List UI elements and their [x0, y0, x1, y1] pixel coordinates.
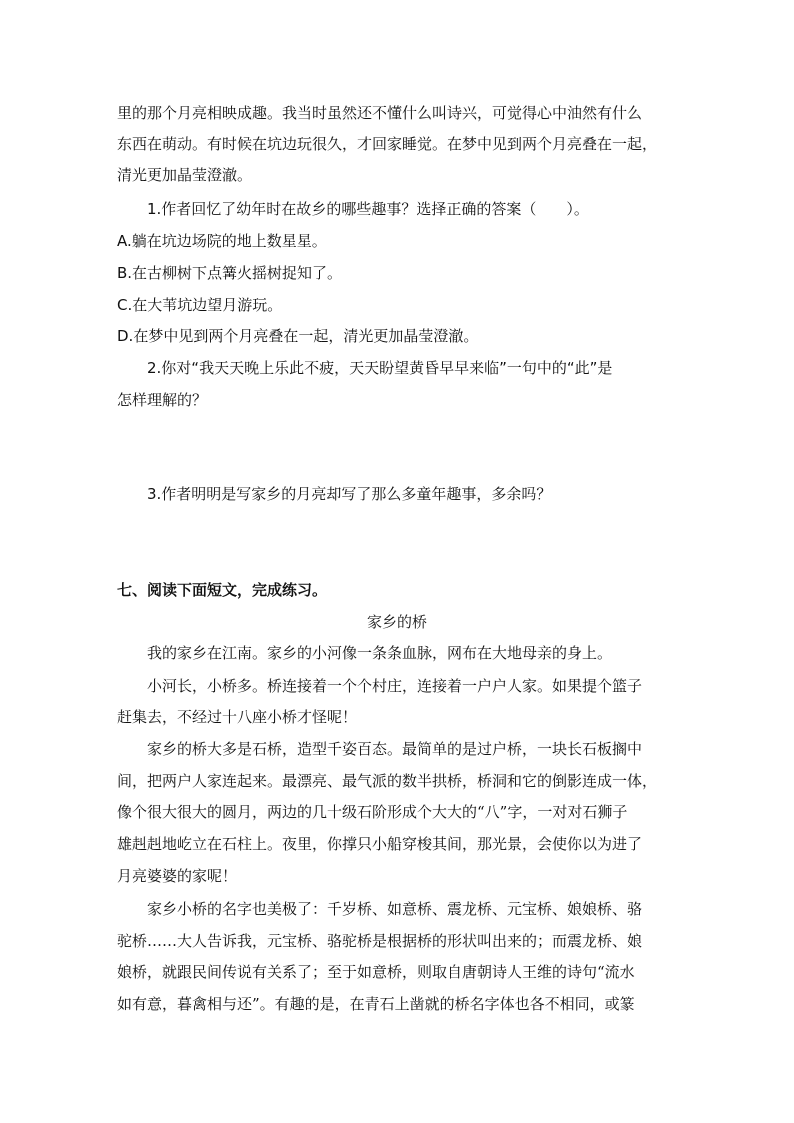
question-1-option-b: B.在古柳树下点篝火摇树捉知了。 [117, 264, 343, 282]
question-1-option-a: A.躺在坑边场院的地上数星星。 [117, 232, 327, 250]
section-7-heading: 七、阅读下面短文，完成练习。 [117, 581, 328, 599]
question-1-stem: 1.作者回忆了幼年时在故乡的哪些趣事？选择正确的答案（ ）。 [147, 200, 589, 218]
passage-line: 里的那个月亮相映成趣。我当时虽然还不懂什么叫诗兴，可觉得心中油然有什么 [117, 104, 643, 122]
paragraph-line: 家乡的桥大多是石桥，造型千姿百态。最简单的是过户桥，一块长石板搁中 [147, 740, 643, 758]
question-2-line-1: 2.你对“我天天晚上乐此不疲，天天盼望黄昏早早来临”一句中的“此”是 [147, 359, 613, 377]
question-1-option-c: C.在大苇坑边望月游玩。 [117, 296, 283, 314]
passage-line: 清光更加晶莹澄澈。 [117, 166, 253, 184]
paragraph-line: 小河长，小桥多。桥连接着一个个村庄，连接着一户户人家。如果提个篮子 [147, 677, 643, 695]
paragraph-line: 间，把两户人家连起来。最漂亮、最气派的数半拱桥，桥洞和它的倒影连成一体， [117, 772, 658, 790]
paragraph-line: 驼桥……大人告诉我，元宝桥、骆驼桥是根据桥的形状叫出来的；而震龙桥、娘 [117, 932, 643, 950]
paragraph-line: 赶集去，不经过十八座小桥才怪呢！ [117, 708, 358, 726]
passage-title: 家乡的桥 [366, 613, 427, 631]
paragraph-line: 如有意，暮禽相与还”。有趣的是，在青石上凿就的桥名字体也各不相同，或篆 [117, 995, 635, 1013]
paragraph-line: 月亮婆婆的家呢！ [117, 867, 238, 885]
passage-line: 东西在萌动。有时候在坑边玩很久，才回家睡觉。在梦中见到两个月亮叠在一起， [117, 135, 658, 153]
paragraph-line: 家乡小桥的名字也美极了：千岁桥、如意桥、震龙桥、元宝桥、娘娘桥、骆 [147, 900, 643, 918]
paragraph-line: 娘桥，就跟民间传说有关系了；至于如意桥，则取自唐朝诗人王维的诗句“流水 [117, 963, 635, 981]
paragraph-line: 我的家乡在江南。家乡的小河像一条条血脉，网布在大地母亲的身上。 [147, 644, 613, 662]
paragraph-line: 像个很大很大的圆月，两边的几十级石阶形成个大大的“八”字，一对对石狮子 [117, 803, 628, 821]
question-1-option-d: D.在梦中见到两个月亮叠在一起，清光更加晶莹澄澈。 [117, 327, 479, 345]
question-3: 3.作者明明是写家乡的月亮却写了那么多童年趣事，多余吗？ [147, 485, 552, 503]
paragraph-line: 雄赳赳地屹立在石柱上。夜里，你撑只小船穿梭其间，那光景，会使你以为进了 [117, 835, 643, 853]
question-2-line-2: 怎样理解的？ [117, 391, 208, 409]
